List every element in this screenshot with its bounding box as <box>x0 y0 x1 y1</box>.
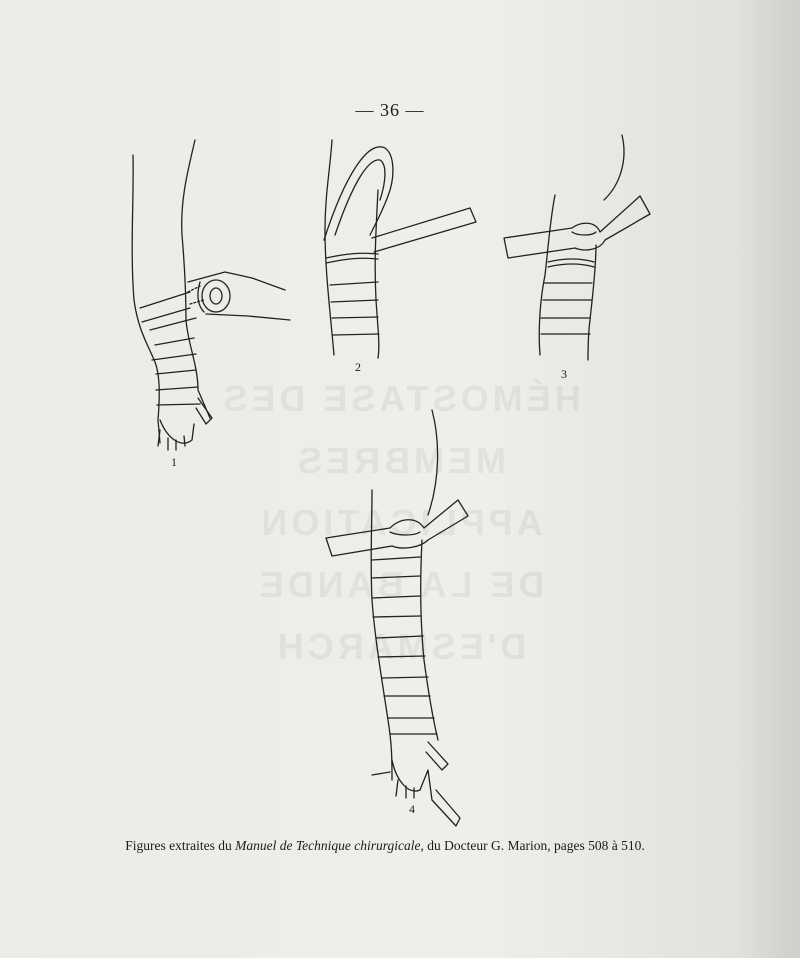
caption-prefix: Figures extraites du <box>125 838 236 853</box>
figure-3-label: 3 <box>561 367 567 381</box>
bleed-line-3: DE LA BANDE D'ESMARCH <box>255 564 545 667</box>
page-number: — 36 — <box>355 100 425 120</box>
bleed-line-2: APPLICATION <box>257 502 543 543</box>
figure-caption <box>0 838 770 854</box>
figure-4-label: 4 <box>409 802 415 816</box>
caption-book-title: Manuel de Technique chirurgicale <box>235 838 421 853</box>
figure-4-drawing <box>326 410 468 826</box>
caption-suffix: , du Docteur G. Marion, pages 508 à 510. <box>420 838 645 853</box>
figure-2-label: 2 <box>355 360 361 374</box>
figure-1-label: 1 <box>171 455 177 469</box>
figure-3-drawing <box>504 135 650 360</box>
figure-1-drawing <box>132 140 290 450</box>
bleed-line-1: HÉMOSTASE DES MEMBRES <box>219 378 581 481</box>
figure-2-drawing <box>324 140 476 358</box>
